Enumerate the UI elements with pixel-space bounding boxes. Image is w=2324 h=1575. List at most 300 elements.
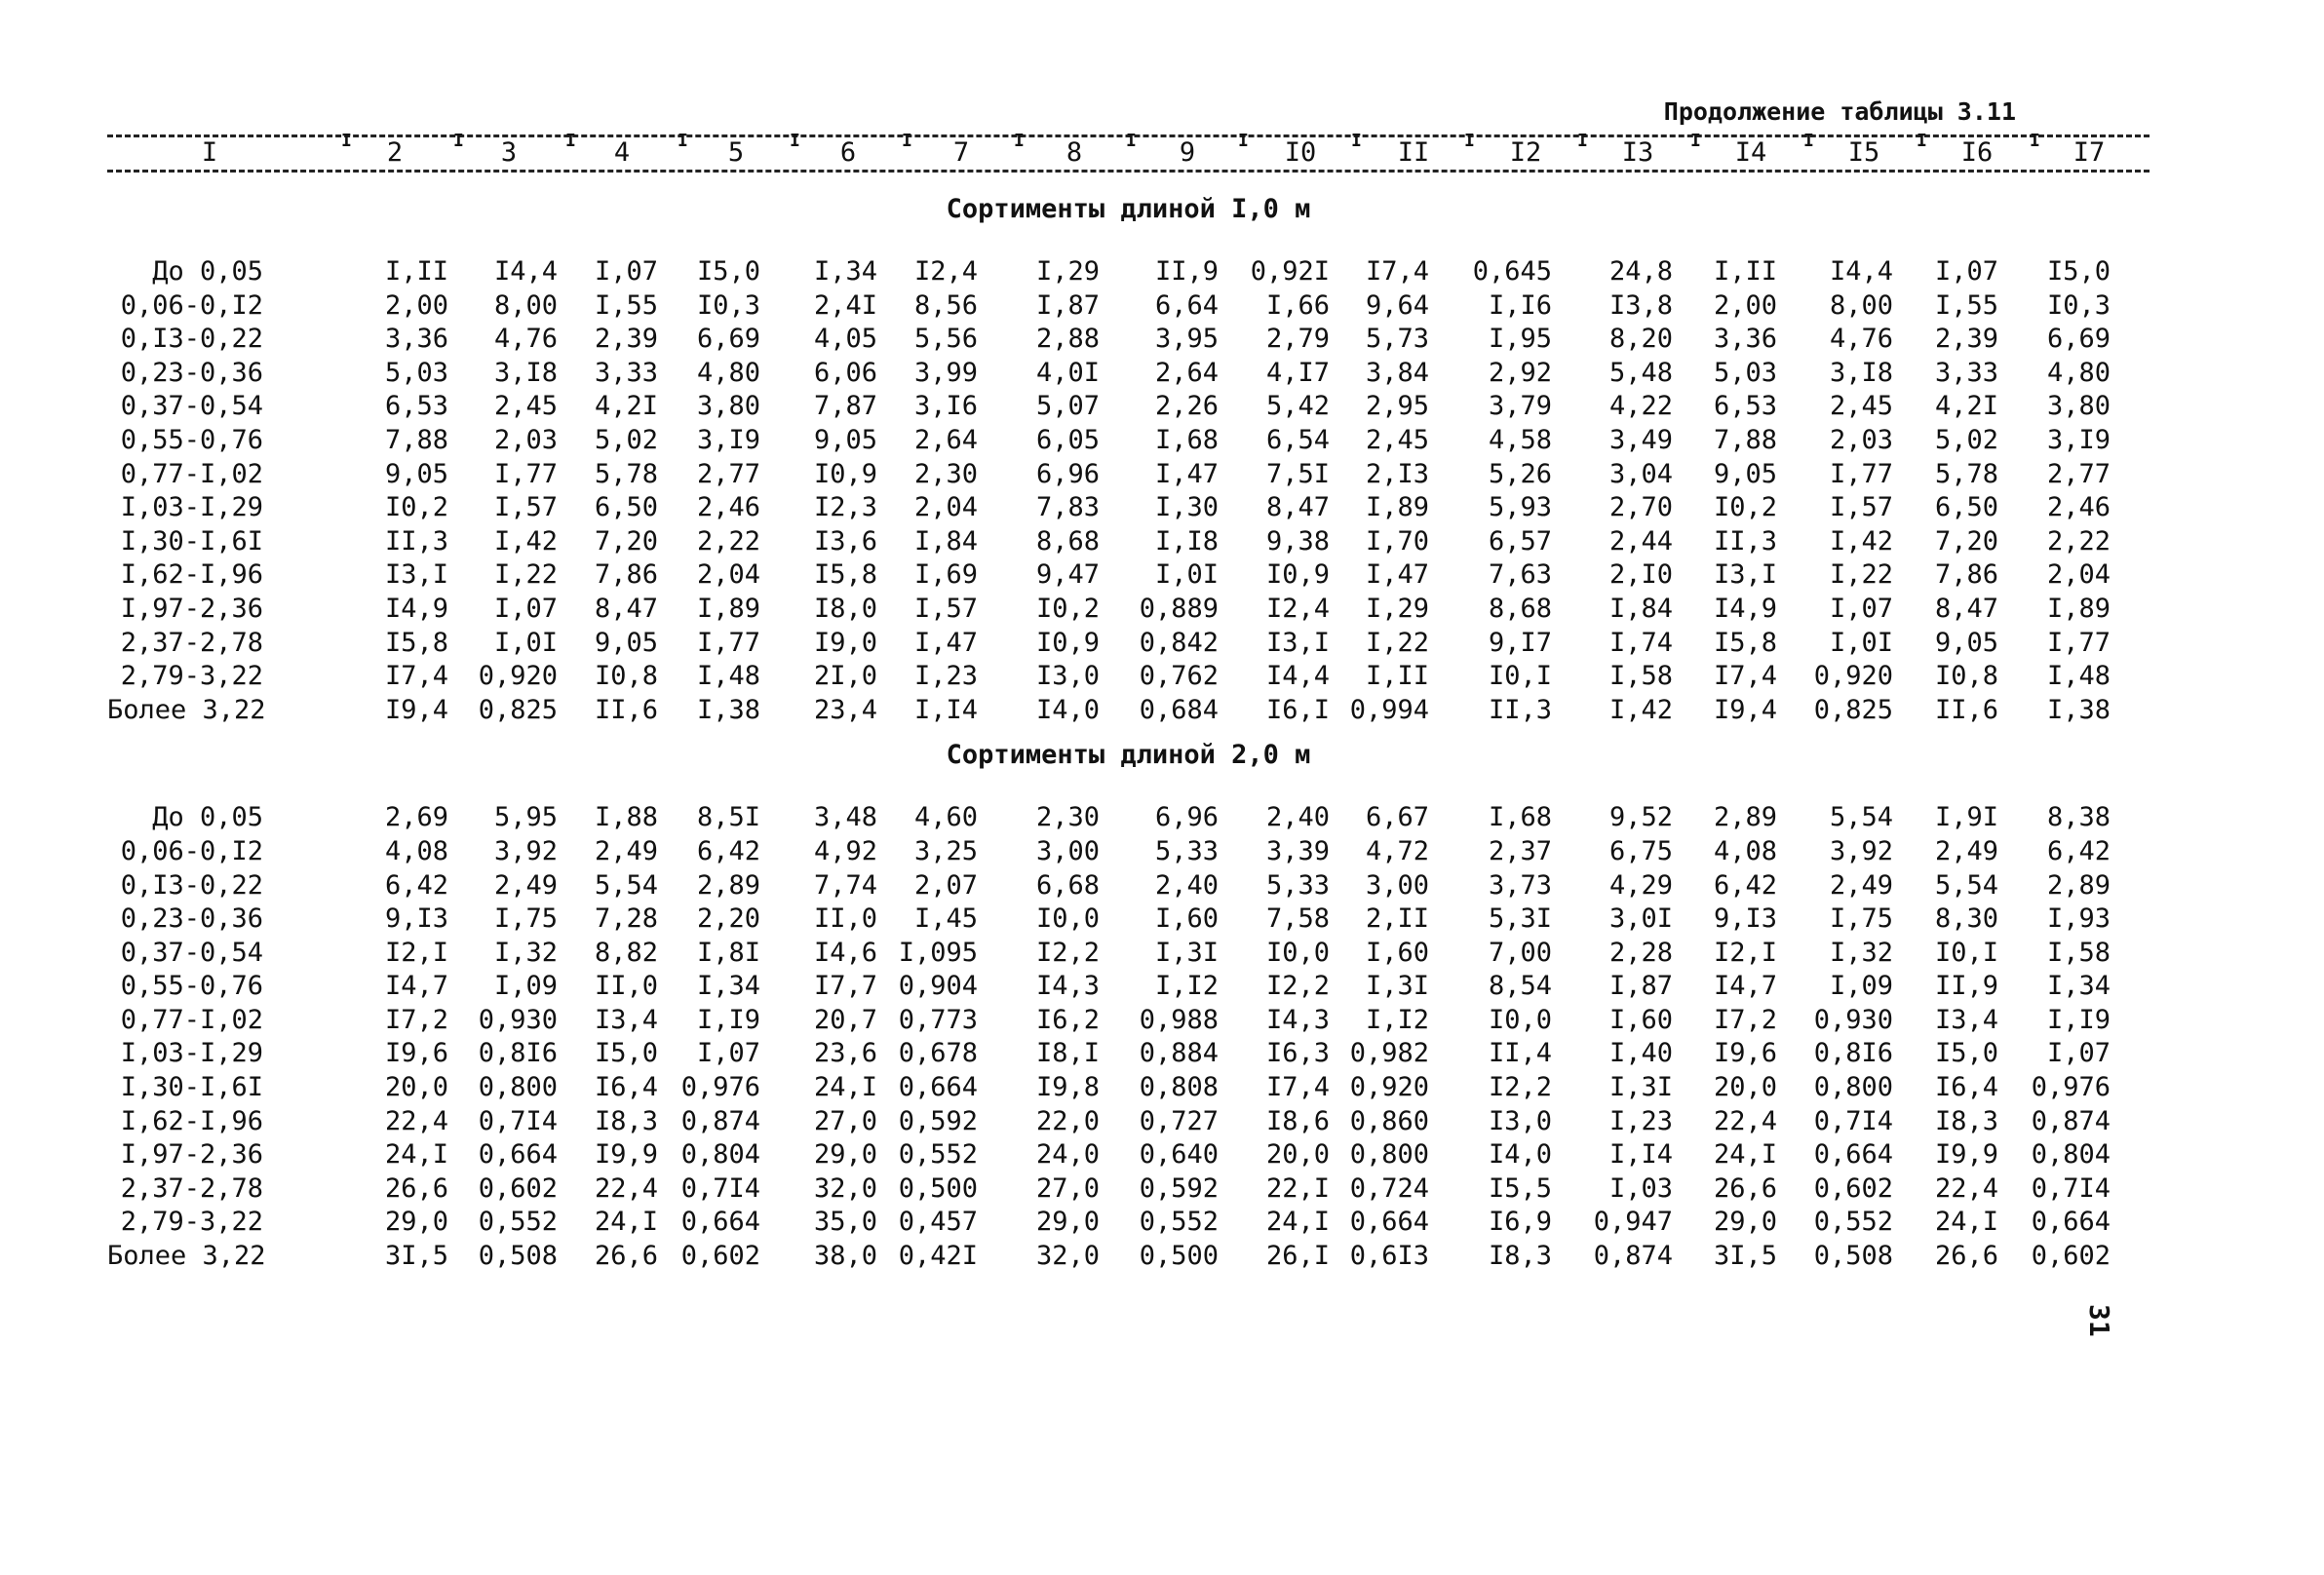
row-label: 0,06-0,I2 — [120, 835, 263, 866]
table-cell: I,38 — [2046, 694, 2111, 725]
table-cell: II,0 — [594, 971, 658, 1002]
table-cell: I0,9 — [813, 458, 877, 489]
table-cell: 0,800 — [478, 1072, 558, 1103]
table-row — [107, 458, 2150, 492]
table-cell: 2,49 — [1829, 869, 1893, 901]
table-cell: 0,640 — [1139, 1139, 1219, 1171]
table-cell: 3,80 — [2046, 391, 2111, 422]
table-cell: I,68 — [1154, 424, 1219, 455]
row-label: 0,77-I,02 — [120, 458, 263, 489]
table-cell: 5,33 — [1265, 869, 1330, 901]
table-cell: I,66 — [1265, 289, 1330, 321]
table-cell: 6,54 — [1265, 424, 1330, 455]
table-cell: 2,II — [1365, 903, 1429, 935]
table-cell: I,07 — [2046, 1038, 2111, 1069]
table-cell: 9,I3 — [1713, 903, 1777, 935]
table-cell: I,60 — [1154, 903, 1219, 935]
table-cell: 0,457 — [898, 1207, 978, 1238]
table-row — [107, 593, 2150, 627]
table-cell: 2,92 — [1488, 357, 1552, 388]
table-cell: I,58 — [1608, 661, 1673, 692]
table-cell: 3,I9 — [696, 424, 760, 455]
table-cell: 6,96 — [1035, 458, 1100, 489]
table-cell: 8,38 — [2046, 802, 2111, 833]
table-cell: 0,508 — [478, 1241, 558, 1272]
table-cell: 9,I7 — [1488, 627, 1552, 658]
table-cell: I,II — [1713, 256, 1777, 287]
table-cell: 3,92 — [1829, 835, 1893, 866]
table-cell: I5,0 — [2046, 256, 2111, 287]
table-cell: 7,74 — [813, 869, 877, 901]
table-cell: I,09 — [493, 971, 558, 1002]
table-cell: I,42 — [1608, 694, 1673, 725]
table-cell: 0,500 — [1139, 1241, 1219, 1272]
table-cell: I0,0 — [1035, 903, 1100, 935]
table-cell: I0,0 — [1265, 937, 1330, 968]
table-cell: II,9 — [1154, 256, 1219, 287]
column-header-14: I4 — [1734, 137, 1767, 168]
table-cell: I,32 — [493, 937, 558, 968]
row-label: 0,77-I,02 — [120, 1004, 263, 1035]
table-cell: 9,05 — [594, 627, 658, 658]
table-cell: I6,3 — [1265, 1038, 1330, 1069]
table-cell: 5,56 — [913, 324, 978, 355]
table-cell: I,60 — [1365, 937, 1429, 968]
table-cell: 20,0 — [1713, 1072, 1777, 1103]
table-cell: I2,2 — [1265, 971, 1330, 1002]
table-cell: 3,79 — [1488, 391, 1552, 422]
header-separator: I — [341, 131, 352, 151]
table-cell: I2,3 — [813, 492, 877, 523]
table-cell: I4,0 — [1488, 1139, 1552, 1171]
column-header-7: 7 — [952, 137, 970, 168]
table-cell: 0,552 — [1139, 1207, 1219, 1238]
table-cell: I,84 — [913, 525, 978, 557]
table-row — [107, 558, 2150, 593]
table-cell: 5,02 — [1934, 424, 1998, 455]
row-label: I,30-I,6I — [120, 525, 263, 557]
table-cell: 0,800 — [1349, 1139, 1429, 1171]
table-cell: 0,884 — [1139, 1038, 1219, 1069]
table-cell: 4,08 — [384, 835, 448, 866]
table-cell: 2,26 — [1154, 391, 1219, 422]
table-cell: 22,4 — [1713, 1105, 1777, 1136]
table-cell: 0,804 — [2031, 1139, 2111, 1171]
header-separator: I — [1014, 131, 1025, 151]
row-label: 0,23-0,36 — [120, 357, 263, 388]
table-cell: I,57 — [913, 593, 978, 624]
table-cell: 6,42 — [1713, 869, 1777, 901]
table-cell: I0,0 — [1488, 1004, 1552, 1035]
table-cell: 3,49 — [1608, 424, 1673, 455]
table-cell: 2,4I — [813, 289, 877, 321]
table-cell: 9,05 — [813, 424, 877, 455]
table-cell: 26,6 — [1934, 1241, 1998, 1272]
table-cell: 3,I6 — [913, 391, 978, 422]
table-cell: II,6 — [594, 694, 658, 725]
table-cell: I,77 — [1829, 458, 1893, 489]
table-cell: 3,25 — [913, 835, 978, 866]
table-cell: 2,49 — [1934, 835, 1998, 866]
row-label: 2,37-2,78 — [120, 627, 263, 658]
table-cell: I5,8 — [1713, 627, 1777, 658]
table-cell: 4,I7 — [1265, 357, 1330, 388]
table-cell: I2,2 — [1488, 1072, 1552, 1103]
table-cell: I,89 — [696, 593, 760, 624]
table-cell: I,93 — [2046, 903, 2111, 935]
table-row — [107, 323, 2150, 357]
table-cell: 8,82 — [594, 937, 658, 968]
table-cell: I,23 — [913, 661, 978, 692]
table-cell: 0,6I3 — [1349, 1241, 1429, 1272]
header-separator: I — [1803, 131, 1814, 151]
table-cell: I,40 — [1608, 1038, 1673, 1069]
table-cell: 22,0 — [1035, 1105, 1100, 1136]
table-cell: I4,9 — [384, 593, 448, 624]
table-cell: 27,0 — [813, 1105, 877, 1136]
table-cell: I7,2 — [1713, 1004, 1777, 1035]
header-separator: I — [1690, 131, 1701, 151]
table-cell: 5,78 — [1934, 458, 1998, 489]
table-cell: 20,0 — [1265, 1139, 1330, 1171]
table-cell: 32,0 — [813, 1172, 877, 1204]
table-cell: 3I,5 — [1713, 1241, 1777, 1272]
table-cell: 23,6 — [813, 1038, 877, 1069]
table-cell: I,8I — [696, 937, 760, 968]
table-cell: 9,05 — [1934, 627, 1998, 658]
table-cell: I4,4 — [493, 256, 558, 287]
table-cell: I,I6 — [1488, 289, 1552, 321]
table-cell: I4,6 — [813, 937, 877, 968]
table-cell: 0,664 — [680, 1207, 760, 1238]
table-row — [107, 424, 2150, 458]
column-header-15: I5 — [1847, 137, 1880, 168]
table-cell: I,84 — [1608, 593, 1673, 624]
table-cell: 2,39 — [1934, 324, 1998, 355]
table-cell: 2,00 — [384, 289, 448, 321]
table-row — [107, 1004, 2150, 1038]
table-cell: 22,4 — [1934, 1172, 1998, 1204]
table-cell: I,34 — [813, 256, 877, 287]
row-label: Более 3,22 — [107, 1241, 266, 1272]
table-cell: 0,825 — [478, 694, 558, 725]
table-cell: I6,2 — [1035, 1004, 1100, 1035]
table-cell: 2,69 — [384, 802, 448, 833]
table-cell: I0,3 — [2046, 289, 2111, 321]
row-label: I,30-I,6I — [120, 1072, 263, 1103]
table-cell: I,55 — [1934, 289, 1998, 321]
table-cell: 9,05 — [384, 458, 448, 489]
table-cell: 4,0I — [1035, 357, 1100, 388]
table-cell: 0,889 — [1139, 593, 1219, 624]
table-cell: 3I,5 — [384, 1241, 448, 1272]
table-row — [107, 937, 2150, 971]
table-cell: 0,602 — [680, 1241, 760, 1272]
table-cell: 6,64 — [1154, 289, 1219, 321]
column-header-10: I0 — [1284, 137, 1317, 168]
table-cell: 0,842 — [1139, 627, 1219, 658]
table-cell: 0,684 — [1139, 694, 1219, 725]
table-cell: 3,36 — [1713, 324, 1777, 355]
table-cell: 0,930 — [1813, 1004, 1893, 1035]
table-cell: 38,0 — [813, 1241, 877, 1272]
table-cell: I4,4 — [1265, 661, 1330, 692]
table-cell: 3,04 — [1608, 458, 1673, 489]
table-cell: I,3I — [1154, 937, 1219, 968]
table-cell: 2,46 — [696, 492, 760, 523]
table-cell: I4,0 — [1035, 694, 1100, 725]
table-cell: I,75 — [493, 903, 558, 935]
table-cell: 9,05 — [1713, 458, 1777, 489]
table-cell: I,3I — [1365, 971, 1429, 1002]
table-cell: 0,664 — [2031, 1207, 2111, 1238]
table-cell: 2,45 — [1365, 424, 1429, 455]
table-cell: 2,37 — [1488, 835, 1552, 866]
table-cell: II,4 — [1488, 1038, 1552, 1069]
table-row — [107, 1172, 2150, 1207]
table-cell: 6,69 — [2046, 324, 2111, 355]
row-label: 0,55-0,76 — [120, 424, 263, 455]
table-cell: I,095 — [898, 937, 978, 968]
table-cell: 2,00 — [1713, 289, 1777, 321]
table-cell: 5,02 — [594, 424, 658, 455]
table-cell: I8,3 — [594, 1105, 658, 1136]
table-cell: I0,I — [1934, 937, 1998, 968]
table-cell: 0,874 — [680, 1105, 760, 1136]
table-cell: I0,9 — [1035, 627, 1100, 658]
table-cell: 20,7 — [813, 1004, 877, 1035]
table-cell: 29,0 — [384, 1207, 448, 1238]
table-row — [107, 1071, 2150, 1105]
table-cell: 3,99 — [913, 357, 978, 388]
table-cell: I,57 — [493, 492, 558, 523]
table-cell: 2,I0 — [1608, 559, 1673, 591]
table-cell: 5,42 — [1265, 391, 1330, 422]
table-cell: 7,20 — [1934, 525, 1998, 557]
table-cell: 2,I3 — [1365, 458, 1429, 489]
table-cell: I9,4 — [1713, 694, 1777, 725]
table-cell: I,I2 — [1365, 1004, 1429, 1035]
table-cell: I0,2 — [1035, 593, 1100, 624]
table-cell: I,3I — [1608, 1072, 1673, 1103]
table-cell: 6,06 — [813, 357, 877, 388]
table-cell: 2,64 — [913, 424, 978, 455]
table-cell: 22,I — [1265, 1172, 1330, 1204]
table-cell: 0,800 — [1813, 1072, 1893, 1103]
table-cell: 0,804 — [680, 1139, 760, 1171]
table-cell: I,74 — [1608, 627, 1673, 658]
table-cell: 3,33 — [1934, 357, 1998, 388]
table-row — [107, 1138, 2150, 1172]
table-cell: I,I4 — [913, 694, 978, 725]
table-cell: 0,602 — [478, 1172, 558, 1204]
section-title: Сортименты длиной I,0 м — [946, 194, 1311, 224]
table-cell: 3,84 — [1365, 357, 1429, 388]
row-label: I,97-2,36 — [120, 1139, 263, 1171]
table-cell: 3,00 — [1035, 835, 1100, 866]
table-cell: I,77 — [2046, 627, 2111, 658]
table-cell: 0,762 — [1139, 661, 1219, 692]
table-cell: 2,45 — [1829, 391, 1893, 422]
table-cell: 7,87 — [813, 391, 877, 422]
table-cell: 3,95 — [1154, 324, 1219, 355]
table-cell: 20,0 — [384, 1072, 448, 1103]
table-cell: 8,00 — [493, 289, 558, 321]
table-cell: I,42 — [493, 525, 558, 557]
table-cell: I9,9 — [594, 1139, 658, 1171]
table-cell: I,70 — [1365, 525, 1429, 557]
table-cell: 2,46 — [2046, 492, 2111, 523]
table-row — [107, 390, 2150, 424]
table-cell: 7,00 — [1488, 937, 1552, 968]
table-cell: 2,30 — [1035, 802, 1100, 833]
table-cell: 6,50 — [1934, 492, 1998, 523]
table-cell: 5,07 — [1035, 391, 1100, 422]
table-cell: I9,9 — [1934, 1139, 1998, 1171]
table-cell: 8,47 — [1934, 593, 1998, 624]
table-cell: 0,8I6 — [1813, 1038, 1893, 1069]
row-label: До 0,05 — [152, 802, 263, 833]
table-cell: 3,00 — [1365, 869, 1429, 901]
table-cell: I9,6 — [1713, 1038, 1777, 1069]
table-cell: 5,26 — [1488, 458, 1552, 489]
header-separator: I — [1238, 131, 1249, 151]
table-cell: I3,8 — [1608, 289, 1673, 321]
table-cell: I4,7 — [1713, 971, 1777, 1002]
table-row — [107, 1206, 2150, 1240]
table-cell: 0,602 — [1813, 1172, 1893, 1204]
table-cell: I,07 — [493, 593, 558, 624]
header-separator: I — [453, 131, 464, 151]
table-cell: I3,0 — [1488, 1105, 1552, 1136]
table-cell: 27,0 — [1035, 1172, 1100, 1204]
table-cell: 8,5I — [696, 802, 760, 833]
row-label: До 0,05 — [152, 256, 263, 287]
table-row — [107, 970, 2150, 1004]
table-cell: 0,592 — [1139, 1172, 1219, 1204]
table-cell: 6,57 — [1488, 525, 1552, 557]
table-cell: I0,9 — [1265, 559, 1330, 591]
table-cell: 0,552 — [478, 1207, 558, 1238]
table-cell: 24,I — [1934, 1207, 1998, 1238]
table-cell: I0,8 — [594, 661, 658, 692]
table-cell: I,88 — [594, 802, 658, 833]
table-cell: I3,4 — [594, 1004, 658, 1035]
table-cell: I0,2 — [1713, 492, 1777, 523]
table-cell: 29,0 — [1713, 1207, 1777, 1238]
table-cell: I,0I — [493, 627, 558, 658]
table-cell: I,07 — [1934, 256, 1998, 287]
table-cell: 23,4 — [813, 694, 877, 725]
table-row — [107, 525, 2150, 559]
table-cell: 7,88 — [384, 424, 448, 455]
table-cell: I,03 — [1608, 1172, 1673, 1204]
table-cell: 0,7I4 — [680, 1172, 760, 1204]
table-row — [107, 255, 2150, 289]
table-cell: 0,664 — [1349, 1207, 1429, 1238]
column-header-5: 5 — [727, 137, 745, 168]
table-cell: I,48 — [696, 661, 760, 692]
table-cell: 6,53 — [384, 391, 448, 422]
table-cell: I,0I — [1829, 627, 1893, 658]
column-header-3: 3 — [500, 137, 518, 168]
header-separator: I — [1351, 131, 1362, 151]
header-separator: I — [678, 131, 688, 151]
table-cell: 24,0 — [1035, 1139, 1100, 1171]
table-cell: 9,38 — [1265, 525, 1330, 557]
table-cell: I3,6 — [813, 525, 877, 557]
row-label: 0,37-0,54 — [120, 391, 263, 422]
table-cell: 0,7I4 — [2031, 1172, 2111, 1204]
table-cell: I7,4 — [1265, 1072, 1330, 1103]
table-cell: 6,69 — [696, 324, 760, 355]
table-cell: 29,0 — [813, 1139, 877, 1171]
table-cell: 4,58 — [1488, 424, 1552, 455]
table-cell: 6,67 — [1365, 802, 1429, 833]
row-label: I,62-I,96 — [120, 559, 263, 591]
table-cell: 2,70 — [1608, 492, 1673, 523]
table-cell: I7,4 — [1365, 256, 1429, 287]
table-cell: 7,5I — [1265, 458, 1330, 489]
table-cell: 0,920 — [478, 661, 558, 692]
table-cell: 8,68 — [1035, 525, 1100, 557]
table-cell: I,I9 — [2046, 1004, 2111, 1035]
header-separator: I — [1917, 131, 1927, 151]
table-row — [107, 357, 2150, 391]
row-label: I,97-2,36 — [120, 593, 263, 624]
table-cell: II,3 — [1488, 694, 1552, 725]
table-cell: I7,4 — [1713, 661, 1777, 692]
table-cell: 7,20 — [594, 525, 658, 557]
table-cell: II,6 — [1934, 694, 1998, 725]
table-cell: I,22 — [1365, 627, 1429, 658]
table-cell: I,48 — [2046, 661, 2111, 692]
table-cell: 0,592 — [898, 1105, 978, 1136]
column-header-13: I3 — [1621, 137, 1654, 168]
table-cell: I0,8 — [1934, 661, 1998, 692]
table-cell: I9,0 — [813, 627, 877, 658]
column-header-17: I7 — [2072, 137, 2106, 168]
table-cell: 4,2I — [594, 391, 658, 422]
table-cell: I,47 — [1154, 458, 1219, 489]
table-cell: I6,I — [1265, 694, 1330, 725]
table-cell: I,77 — [696, 627, 760, 658]
table-row — [107, 491, 2150, 525]
column-header-6: 6 — [839, 137, 857, 168]
column-header-12: I2 — [1509, 137, 1542, 168]
table-cell: 2,77 — [696, 458, 760, 489]
table-cell: 2,28 — [1608, 937, 1673, 968]
row-label: 2,79-3,22 — [120, 661, 263, 692]
table-cell: 2,04 — [913, 492, 978, 523]
table-cell: I6,9 — [1488, 1207, 1552, 1238]
table-cell: I3,I — [1265, 627, 1330, 658]
section-gap — [107, 780, 2150, 801]
table-cell: I,58 — [2046, 937, 2111, 968]
table-cell: I7,7 — [813, 971, 877, 1002]
table-cell: I,75 — [1829, 903, 1893, 935]
table-cell: 2,77 — [2046, 458, 2111, 489]
column-header-11: II — [1397, 137, 1430, 168]
table-cell: I,29 — [1365, 593, 1429, 624]
table-cell: 5,48 — [1608, 357, 1673, 388]
table-cell: 8,47 — [594, 593, 658, 624]
table-row — [107, 903, 2150, 937]
table-cell: 0,825 — [1813, 694, 1893, 725]
table-cell: 0,602 — [2031, 1241, 2111, 1272]
table-cell: 3,I8 — [493, 357, 558, 388]
table-cell: I8,I — [1035, 1038, 1100, 1069]
